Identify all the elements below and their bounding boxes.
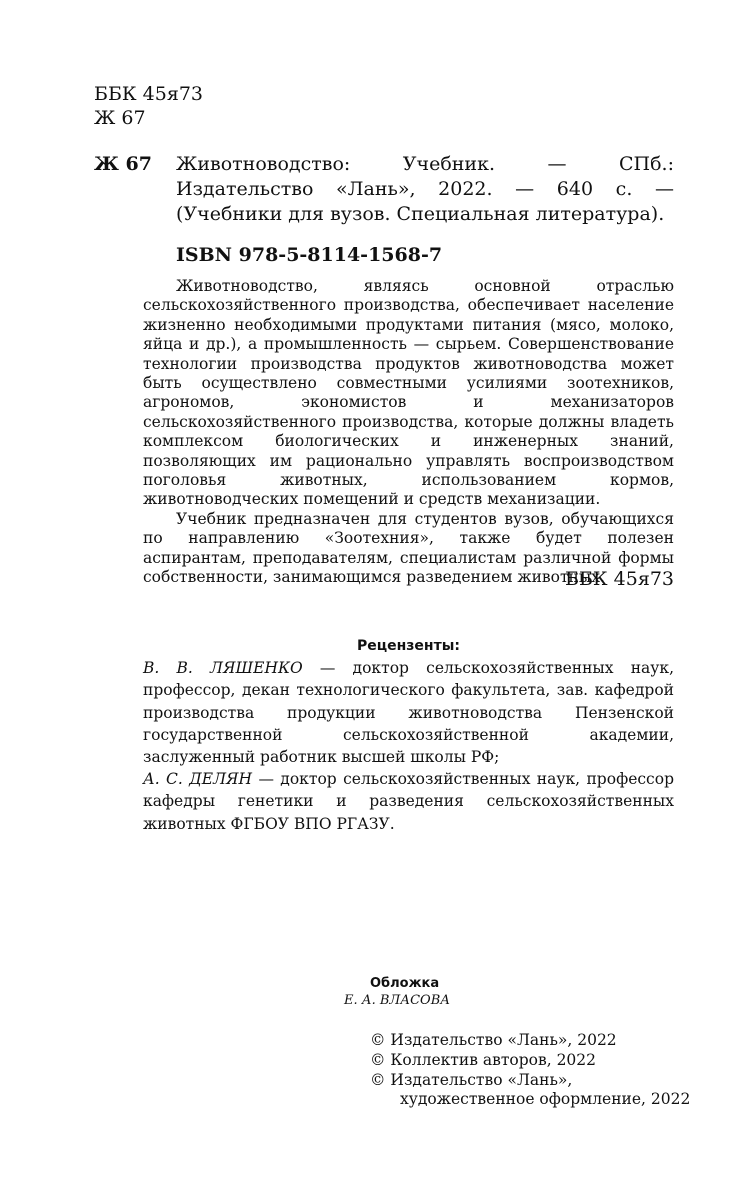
reviewer-entry (143, 768, 674, 835)
bbk-code: ББК 45я73 (94, 83, 204, 105)
annotation-paragraph: Животноводство, являясь основной отраслью сельскохозяйственного производства, обеспечивает население жизненно необходимыми продуктами питания (мясо, молоко, яйца и др.), а промышленность — сырьем. Совершенствование технологии производства продуктов животноводства может быть осуществлено совместными усилиями зоотехников, агрономов, экономистов и механизаторов сельскохозяйственного производства, которые должны владеть комплексом биологических и инженерных знаний, позволяющих им рационально управлять воспроизводством поголовья животных, использованием кормов, животноводческих помещений и средств механизации. (143, 277, 674, 509)
reviewer-name: А. С. ДЕЛЯН (143, 770, 253, 789)
reviewer-entry (143, 657, 674, 768)
bbk-index-bottom: ББК 45я73 (564, 568, 674, 590)
copyright-line: © Издательство «Лань», 2022 (370, 1031, 617, 1049)
cover-heading: Обложка (370, 976, 440, 991)
author-mark-code: Ж 67 (94, 153, 152, 175)
bibliographic-description: Животноводство: Учебник. — СПб.: Издательство «Лань», 2022. — 640 с. — (Учебники для вузов. Специальная литература). (176, 153, 674, 225)
copyright-line: © Издательство «Лань», (370, 1070, 573, 1089)
copyright-line: © Коллектив авторов, 2022 (370, 1050, 597, 1069)
isbn: ISBN 978-5-8114-1568-7 (176, 244, 443, 266)
cover-designer: Е. А. ВЛАСОВА (344, 993, 451, 1008)
annotation (143, 277, 674, 588)
reviewers-section (143, 635, 674, 835)
bibliographic-record (94, 152, 674, 227)
copyright-line: художественное оформление, 2022 (400, 1090, 691, 1109)
reviewer-name: В. В. ЛЯШЕНКО (143, 659, 303, 678)
copyright-notices (370, 1031, 690, 1110)
bbk-index-top (94, 82, 203, 130)
reviewers-heading: Рецензенты: (357, 638, 460, 654)
reviewer-credentials: — доктор сельскохозяйственных наук, профессор, декан технологического факультета, зав. кафедрой производства продукции животноводства Пензенской государственной сельскохозяйственной академии, заслуженный работник высшей школы РФ; (143, 659, 674, 767)
author-mark: Ж 67 (94, 107, 146, 129)
reviewer-credentials: — доктор сельскохозяйственных наук, профессор кафедры генетики и разведения сельскохозяйственных животных ФГБОУ ВПО РГАЗУ. (143, 770, 674, 833)
annotation-paragraph: Учебник предназначен для студентов вузов, обучающихся по направлению «Зоотехния», также будет полезен аспирантам, преподавателям, специалистам различной формы собственности, занимающимся разведением животных. (143, 509, 674, 587)
